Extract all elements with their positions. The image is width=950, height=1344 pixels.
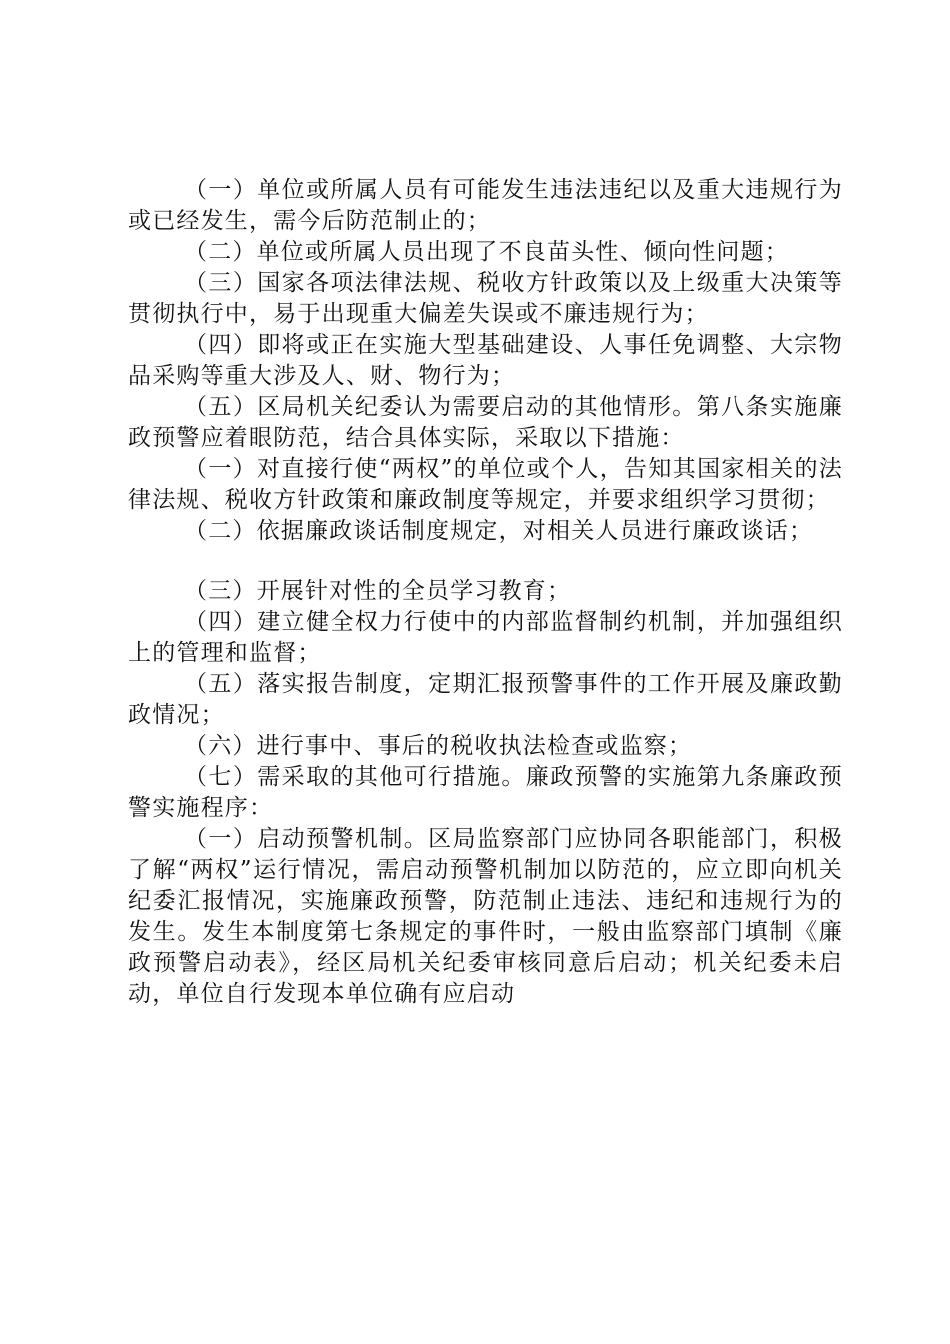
paragraph-10: （五）落实报告制度，定期汇报预警事件的工作开展及廉政勤政情况；	[128, 671, 843, 728]
paragraph-5: （五）区局机关纪委认为需要启动的其他情形。第八条实施廉政预警应着眼防范，结合具体实际，采取以下措施：	[128, 394, 843, 451]
document-body	[128, 175, 843, 1010]
paragraph-3: （三）国家各项法律法规、税收方针政策以及上级重大决策等贯彻执行中，易于出现重大偏差失误或不廉违规行为；	[128, 270, 843, 327]
paragraph-7: （二）依据廉政谈话制度规定，对相关人员进行廉政谈话；	[184, 518, 814, 544]
paragraph-13: （一）启动预警机制。区局监察部门应协同各职能部门，积极了解“两权”运行情况，需启动预警机制加以防范的，应立即向机关纪委汇报情况，实施廉政预警，防范制止违法、违纪和违规行为的发生。发生本制度第七条规定的事件时，一般由监察部门填制《廉政预警启动表》，经区局机关纪委审核同意后启动；机关纪委未启动，单位自行发现本单位确有应启动	[128, 826, 843, 1007]
paragraph-9: （四）建立健全权力行使中的内部监督制约机制，并加强组织上的管理和监督；	[128, 609, 843, 666]
paragraph-1: （一）单位或所属人员有可能发生违法违纪以及重大违规行为或已经发生，需今后防范制止的；	[128, 177, 843, 234]
paragraph-4: （四）即将或正在实施大型基础建设、人事任免调整、大宗物品采购等重大涉及人、财、物行为；	[128, 332, 843, 389]
paragraph-11: （六）进行事中、事后的税收执法检查或监察；	[184, 733, 693, 759]
paragraph-8: （三）开展针对性的全员学习教育；	[184, 578, 572, 604]
paragraph-12: （七）需采取的其他可行措施。廉政预警的实施第九条廉政预警实施程序：	[128, 764, 843, 821]
paragraph-6: （一）对直接行使“两权”的单位或个人，告知其国家相关的法律法规、税收方针政策和廉政制度等规定，并要求组织学习贯彻；	[128, 456, 843, 513]
paragraph-2: （二）单位或所属人员出现了不良苗头性、倾向性问题；	[184, 239, 789, 265]
